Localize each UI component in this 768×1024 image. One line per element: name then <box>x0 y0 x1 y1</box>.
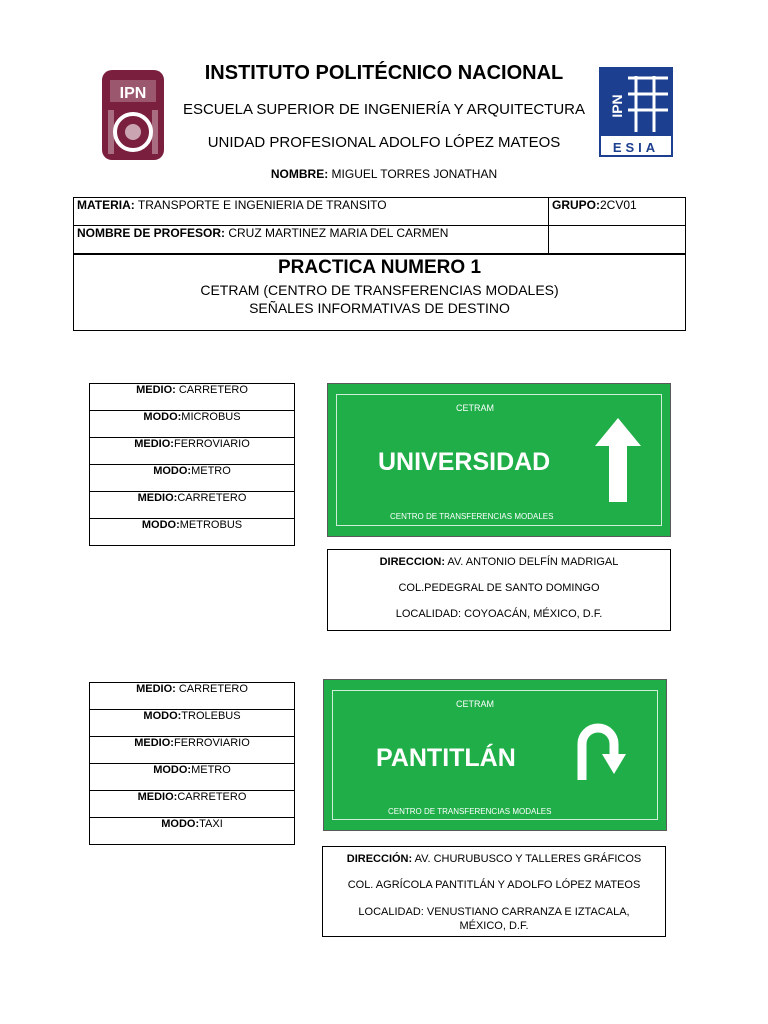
sign-bottom-label: CENTRO DE TRANSFERENCIAS MODALES <box>388 807 552 816</box>
info-table <box>73 197 686 254</box>
sign-destination: UNIVERSIDAD <box>378 448 551 476</box>
empty-cell <box>549 226 686 254</box>
up-arrow-icon <box>593 416 643 506</box>
mode-row: MEDIO: CARRETERO <box>90 384 295 411</box>
localidad-line: LOCALIDAD: VENUSTIANO CARRANZA E IZTACALA, <box>358 906 630 918</box>
profesor-cell <box>74 226 549 254</box>
grupo-cell <box>549 198 686 226</box>
u-turn-arrow-icon <box>574 722 634 782</box>
mode-row: MEDIO:FERROVIARIO <box>90 438 295 465</box>
address-line: DIRECCIÓN: AV. CHURUBUSCO Y TALLERES GRÁFICOS <box>346 853 642 865</box>
institute-title: INSTITUTO POLITÉCNICO NACIONAL <box>204 62 564 84</box>
svg-text:ESIA: ESIA <box>612 140 660 155</box>
student-name <box>0 167 768 181</box>
sign-top-label: CETRAM <box>456 403 494 413</box>
mode-row: MEDIO:FERROVIARIO <box>90 737 295 764</box>
practica-box <box>73 254 686 331</box>
address-box-2 <box>322 846 666 937</box>
practica-subtitle: CETRAM (CENTRO DE TRANSFERENCIAS MODALES) <box>200 282 559 298</box>
address-line: DIRECCION: AV. ANTONIO DELFÍN MADRIGAL <box>379 556 619 568</box>
profesor-value: CRUZ MARTINEZ MARIA DEL CARMEN <box>225 226 449 240</box>
materia-cell <box>74 198 549 226</box>
modes-table-2 <box>89 682 295 845</box>
localidad-line: LOCALIDAD: COYOACÁN, MÉXICO, D.F. <box>395 608 603 620</box>
materia-value: TRANSPORTE E INGENIERIA DE TRANSITO <box>134 198 387 212</box>
sign-bottom-label: CENTRO DE TRANSFERENCIAS MODALES <box>390 512 554 521</box>
svg-text:IPN: IPN <box>119 85 147 102</box>
name-label: NOMBRE: <box>270 167 329 181</box>
mode-row: MODO:METROBUS <box>90 519 295 546</box>
mode-row: MODO:METRO <box>90 465 295 492</box>
school-name: ESCUELA SUPERIOR DE INGENIERÍA Y ARQUITECTURA <box>182 101 586 118</box>
mode-row: MODO:TROLEBUS <box>90 710 295 737</box>
mode-row: MEDIO:CARRETERO <box>90 492 295 519</box>
localidad-line-2: MÉXICO, D.F. <box>459 920 529 932</box>
profesor-label: NOMBRE DE PROFESOR: <box>77 226 226 240</box>
address-box-1 <box>327 549 671 631</box>
materia-label: MATERIA: <box>77 198 135 212</box>
mode-row: MEDIO: CARRETERO <box>90 683 295 710</box>
modes-table-1 <box>89 383 295 546</box>
grupo-label: GRUPO: <box>552 198 600 212</box>
colonia-line: COL.PEDEGRAL DE SANTO DOMINGO <box>398 582 600 594</box>
sign-top-label: CETRAM <box>456 699 494 709</box>
sign-destination: PANTITLÁN <box>376 744 516 772</box>
svg-text:IPN: IPN <box>609 94 625 118</box>
destination-sign-pantitlan <box>323 679 667 831</box>
destination-sign-universidad <box>327 383 671 537</box>
colonia-line: COL. AGRÍCOLA PANTITLÁN Y ADOLFO LÓPEZ MATEOS <box>347 879 641 891</box>
practica-title: PRACTICA NUMERO 1 <box>277 257 482 278</box>
mode-row: MEDIO:CARRETERO <box>90 791 295 818</box>
grupo-value: 2CV01 <box>600 198 637 212</box>
mode-row: MODO:TAXI <box>90 818 295 845</box>
name-value: MIGUEL TORRES JONATHAN <box>328 167 498 181</box>
unit-name: UNIDAD PROFESIONAL ADOLFO LÓPEZ MATEOS <box>207 134 561 151</box>
practica-subtitle-2: SEÑALES INFORMATIVAS DE DESTINO <box>249 300 510 316</box>
mode-row: MODO:MICROBUS <box>90 411 295 438</box>
mode-row: MODO:METRO <box>90 764 295 791</box>
